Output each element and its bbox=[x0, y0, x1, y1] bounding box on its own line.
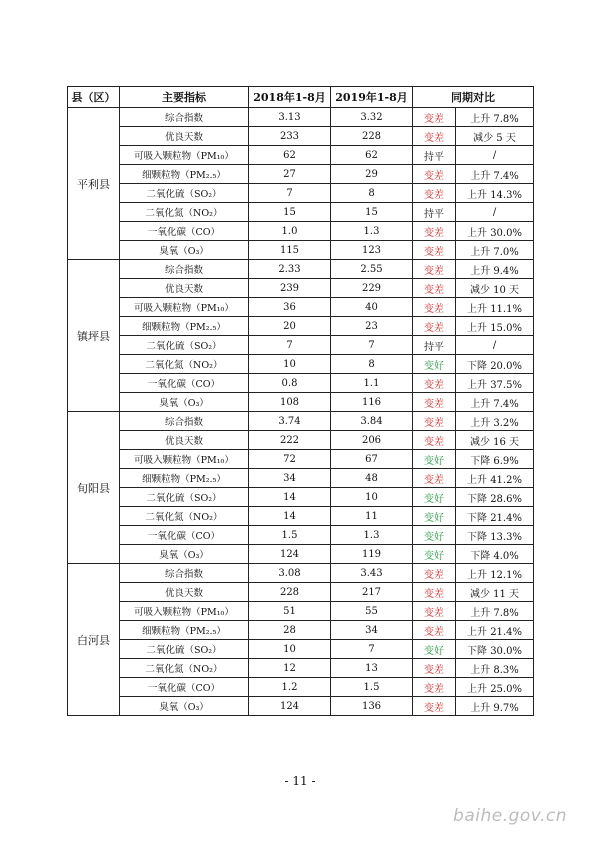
table-row bbox=[68, 640, 534, 659]
change-value: 上升 9.7% bbox=[456, 697, 534, 716]
indicator-name: 优良天数 bbox=[120, 431, 249, 450]
table-row bbox=[68, 184, 534, 203]
value-2019: 8 bbox=[331, 184, 413, 203]
indicator-name: 综合指数 bbox=[120, 108, 249, 127]
trend-status: 变差 bbox=[413, 260, 456, 279]
indicator-name: 可吸入颗粒物（PM₁₀） bbox=[120, 146, 249, 165]
value-2018: 36 bbox=[249, 298, 331, 317]
change-value: 上升 7.4% bbox=[456, 165, 534, 184]
trend-status: 变差 bbox=[413, 127, 456, 146]
trend-status: 变差 bbox=[413, 564, 456, 583]
value-2018: 14 bbox=[249, 507, 331, 526]
change-value: 上升 11.1% bbox=[456, 298, 534, 317]
indicator-name: 臭氧（O₃） bbox=[120, 393, 249, 412]
value-2019: 23 bbox=[331, 317, 413, 336]
value-2019: 1.3 bbox=[331, 526, 413, 545]
change-value: 下降 4.0% bbox=[456, 545, 534, 564]
change-value: 减少 10 天 bbox=[456, 279, 534, 298]
indicator-name: 综合指数 bbox=[120, 260, 249, 279]
table-row bbox=[68, 165, 534, 184]
change-value: 上升 14.3% bbox=[456, 184, 534, 203]
change-value: / bbox=[456, 146, 534, 165]
value-2018: 124 bbox=[249, 697, 331, 716]
value-2019: 48 bbox=[331, 469, 413, 488]
trend-status: 变差 bbox=[413, 184, 456, 203]
table-row bbox=[68, 526, 534, 545]
table-row bbox=[68, 602, 534, 621]
value-2018: 3.74 bbox=[249, 412, 331, 431]
trend-status: 持平 bbox=[413, 203, 456, 222]
value-2018: 15 bbox=[249, 203, 331, 222]
value-2018: 1.0 bbox=[249, 222, 331, 241]
change-value: 上升 7.8% bbox=[456, 602, 534, 621]
value-2019: 62 bbox=[331, 146, 413, 165]
change-value: 下降 20.0% bbox=[456, 355, 534, 374]
table-row bbox=[68, 583, 534, 602]
value-2018: 20 bbox=[249, 317, 331, 336]
trend-status: 持平 bbox=[413, 336, 456, 355]
trend-status: 变差 bbox=[413, 659, 456, 678]
value-2018: 28 bbox=[249, 621, 331, 640]
change-value: 下降 13.3% bbox=[456, 526, 534, 545]
table-row bbox=[68, 127, 534, 146]
table-row bbox=[68, 450, 534, 469]
value-2019: 206 bbox=[331, 431, 413, 450]
change-value: 上升 15.0% bbox=[456, 317, 534, 336]
table-row bbox=[68, 336, 534, 355]
indicator-name: 综合指数 bbox=[120, 412, 249, 431]
value-2019: 67 bbox=[331, 450, 413, 469]
indicator-name: 优良天数 bbox=[120, 279, 249, 298]
table-body bbox=[68, 108, 534, 716]
trend-status: 变差 bbox=[413, 583, 456, 602]
value-2018: 0.8 bbox=[249, 374, 331, 393]
table-row bbox=[68, 488, 534, 507]
value-2019: 136 bbox=[331, 697, 413, 716]
indicator-name: 二氧化氮（NO₂） bbox=[120, 659, 249, 678]
county-name: 镇坪县 bbox=[68, 260, 120, 412]
value-2019: 40 bbox=[331, 298, 413, 317]
header-2019: 2019年1-8月 bbox=[331, 87, 413, 108]
value-2019: 1.3 bbox=[331, 222, 413, 241]
change-value: 上升 25.0% bbox=[456, 678, 534, 697]
change-value: 上升 41.2% bbox=[456, 469, 534, 488]
value-2019: 3.32 bbox=[331, 108, 413, 127]
table-row bbox=[68, 431, 534, 450]
trend-status: 变差 bbox=[413, 431, 456, 450]
value-2019: 119 bbox=[331, 545, 413, 564]
header-comparison: 同期对比 bbox=[413, 87, 534, 108]
trend-status: 变差 bbox=[413, 165, 456, 184]
value-2018: 14 bbox=[249, 488, 331, 507]
page-number: - 11 - bbox=[284, 774, 316, 788]
trend-status: 变好 bbox=[413, 507, 456, 526]
change-value: 上升 7.4% bbox=[456, 393, 534, 412]
change-value: 上升 30.0% bbox=[456, 222, 534, 241]
value-2019: 116 bbox=[331, 393, 413, 412]
indicator-name: 二氧化氮（NO₂） bbox=[120, 507, 249, 526]
value-2018: 124 bbox=[249, 545, 331, 564]
indicator-name: 可吸入颗粒物（PM₁₀） bbox=[120, 602, 249, 621]
header-indicator: 主要指标 bbox=[120, 87, 249, 108]
table-row bbox=[68, 507, 534, 526]
change-value: 上升 12.1% bbox=[456, 564, 534, 583]
trend-status: 变好 bbox=[413, 488, 456, 507]
indicator-name: 细颗粒物（PM₂.₅） bbox=[120, 317, 249, 336]
indicator-name: 臭氧（O₃） bbox=[120, 241, 249, 260]
trend-status: 变好 bbox=[413, 355, 456, 374]
value-2018: 27 bbox=[249, 165, 331, 184]
value-2019: 228 bbox=[331, 127, 413, 146]
trend-status: 变差 bbox=[413, 393, 456, 412]
value-2019: 217 bbox=[331, 583, 413, 602]
county-name: 旬阳县 bbox=[68, 412, 120, 564]
trend-status: 变差 bbox=[413, 374, 456, 393]
table-row bbox=[68, 659, 534, 678]
trend-status: 变差 bbox=[413, 412, 456, 431]
change-value: 上升 7.0% bbox=[456, 241, 534, 260]
trend-status: 变差 bbox=[413, 241, 456, 260]
table-row bbox=[68, 545, 534, 564]
value-2018: 12 bbox=[249, 659, 331, 678]
value-2019: 10 bbox=[331, 488, 413, 507]
change-value: 下降 6.9% bbox=[456, 450, 534, 469]
value-2019: 8 bbox=[331, 355, 413, 374]
county-name: 白河县 bbox=[68, 564, 120, 716]
indicator-name: 一氧化碳（CO） bbox=[120, 526, 249, 545]
value-2019: 7 bbox=[331, 640, 413, 659]
trend-status: 变好 bbox=[413, 640, 456, 659]
indicator-name: 二氧化硫（SO₂） bbox=[120, 184, 249, 203]
indicator-name: 二氧化硫（SO₂） bbox=[120, 488, 249, 507]
value-2018: 115 bbox=[249, 241, 331, 260]
change-value: 上升 21.4% bbox=[456, 621, 534, 640]
trend-status: 变好 bbox=[413, 450, 456, 469]
value-2018: 10 bbox=[249, 640, 331, 659]
value-2019: 123 bbox=[331, 241, 413, 260]
change-value: 上升 37.5% bbox=[456, 374, 534, 393]
table-row bbox=[68, 203, 534, 222]
trend-status: 持平 bbox=[413, 146, 456, 165]
table-row bbox=[68, 697, 534, 716]
value-2018: 3.08 bbox=[249, 564, 331, 583]
value-2018: 51 bbox=[249, 602, 331, 621]
table-row bbox=[68, 564, 534, 583]
indicator-name: 综合指数 bbox=[120, 564, 249, 583]
table-row bbox=[68, 355, 534, 374]
value-2018: 3.13 bbox=[249, 108, 331, 127]
value-2018: 1.2 bbox=[249, 678, 331, 697]
indicator-name: 优良天数 bbox=[120, 127, 249, 146]
value-2018: 239 bbox=[249, 279, 331, 298]
trend-status: 变差 bbox=[413, 602, 456, 621]
value-2019: 34 bbox=[331, 621, 413, 640]
change-value: 减少 5 天 bbox=[456, 127, 534, 146]
trend-status: 变差 bbox=[413, 279, 456, 298]
change-value: / bbox=[456, 336, 534, 355]
change-value: 上升 9.4% bbox=[456, 260, 534, 279]
value-2018: 34 bbox=[249, 469, 331, 488]
trend-status: 变差 bbox=[413, 469, 456, 488]
table-row bbox=[68, 412, 534, 431]
value-2018: 7 bbox=[249, 184, 331, 203]
change-value: 减少 11 天 bbox=[456, 583, 534, 602]
value-2019: 2.55 bbox=[331, 260, 413, 279]
value-2019: 229 bbox=[331, 279, 413, 298]
value-2019: 55 bbox=[331, 602, 413, 621]
trend-status: 变好 bbox=[413, 526, 456, 545]
value-2019: 3.43 bbox=[331, 564, 413, 583]
indicator-name: 臭氧（O₃） bbox=[120, 545, 249, 564]
indicator-name: 优良天数 bbox=[120, 583, 249, 602]
trend-status: 变差 bbox=[413, 298, 456, 317]
change-value: 下降 28.6% bbox=[456, 488, 534, 507]
change-value: 减少 16 天 bbox=[456, 431, 534, 450]
value-2018: 7 bbox=[249, 336, 331, 355]
header-2018: 2018年1-8月 bbox=[249, 87, 331, 108]
value-2018: 1.5 bbox=[249, 526, 331, 545]
table-row bbox=[68, 621, 534, 640]
table-row bbox=[68, 146, 534, 165]
table-row bbox=[68, 260, 534, 279]
value-2019: 1.1 bbox=[331, 374, 413, 393]
trend-status: 变差 bbox=[413, 678, 456, 697]
indicator-name: 二氧化氮（NO₂） bbox=[120, 203, 249, 222]
value-2019: 29 bbox=[331, 165, 413, 184]
value-2018: 108 bbox=[249, 393, 331, 412]
change-value: 下降 21.4% bbox=[456, 507, 534, 526]
table-row bbox=[68, 317, 534, 336]
table-row bbox=[68, 374, 534, 393]
header-row bbox=[68, 87, 534, 108]
change-value: / bbox=[456, 203, 534, 222]
table-row bbox=[68, 279, 534, 298]
value-2019: 3.84 bbox=[331, 412, 413, 431]
value-2018: 233 bbox=[249, 127, 331, 146]
value-2019: 1.5 bbox=[331, 678, 413, 697]
county-name: 平利县 bbox=[68, 108, 120, 260]
value-2018: 72 bbox=[249, 450, 331, 469]
indicator-name: 二氧化氮（NO₂） bbox=[120, 355, 249, 374]
indicator-name: 可吸入颗粒物（PM₁₀） bbox=[120, 298, 249, 317]
header-county: 县（区） bbox=[68, 87, 120, 108]
change-value: 上升 3.2% bbox=[456, 412, 534, 431]
value-2018: 62 bbox=[249, 146, 331, 165]
table-row bbox=[68, 393, 534, 412]
trend-status: 变差 bbox=[413, 222, 456, 241]
change-value: 下降 30.0% bbox=[456, 640, 534, 659]
indicator-name: 一氧化碳（CO） bbox=[120, 222, 249, 241]
air-quality-table bbox=[67, 86, 534, 716]
value-2018: 228 bbox=[249, 583, 331, 602]
trend-status: 变差 bbox=[413, 697, 456, 716]
value-2018: 2.33 bbox=[249, 260, 331, 279]
value-2019: 15 bbox=[331, 203, 413, 222]
change-value: 上升 8.3% bbox=[456, 659, 534, 678]
table-row bbox=[68, 678, 534, 697]
indicator-name: 臭氧（O₃） bbox=[120, 697, 249, 716]
value-2019: 7 bbox=[331, 336, 413, 355]
change-value: 上升 7.8% bbox=[456, 108, 534, 127]
indicator-name: 细颗粒物（PM₂.₅） bbox=[120, 621, 249, 640]
indicator-name: 一氧化碳（CO） bbox=[120, 678, 249, 697]
table-row bbox=[68, 298, 534, 317]
value-2018: 222 bbox=[249, 431, 331, 450]
trend-status: 变差 bbox=[413, 108, 456, 127]
indicator-name: 一氧化碳（CO） bbox=[120, 374, 249, 393]
value-2019: 11 bbox=[331, 507, 413, 526]
indicator-name: 二氧化硫（SO₂） bbox=[120, 336, 249, 355]
table-row bbox=[68, 222, 534, 241]
value-2019: 13 bbox=[331, 659, 413, 678]
indicator-name: 细颗粒物（PM₂.₅） bbox=[120, 165, 249, 184]
indicator-name: 细颗粒物（PM₂.₅） bbox=[120, 469, 249, 488]
table-row bbox=[68, 241, 534, 260]
trend-status: 变差 bbox=[413, 621, 456, 640]
table-row bbox=[68, 108, 534, 127]
indicator-name: 二氧化硫（SO₂） bbox=[120, 640, 249, 659]
trend-status: 变差 bbox=[413, 317, 456, 336]
indicator-name: 可吸入颗粒物（PM₁₀） bbox=[120, 450, 249, 469]
table-row bbox=[68, 469, 534, 488]
value-2018: 10 bbox=[249, 355, 331, 374]
trend-status: 变好 bbox=[413, 545, 456, 564]
site-watermark: baihe.gov.cn bbox=[453, 806, 567, 826]
